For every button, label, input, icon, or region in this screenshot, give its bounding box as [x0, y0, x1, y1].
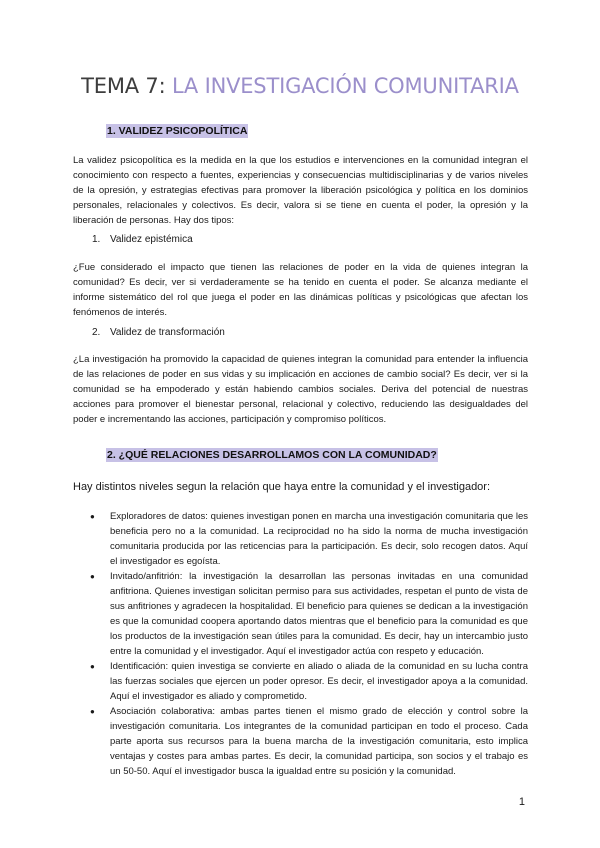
section1-paragraph: La validez psicopolítica es la medida en la que los estudios e intervenciones en la comunidad integran el conocimiento con respecto a fuentes, experiencias y consecuencias multidisciplinarias y de varios niveles de la opresión, y estrategias efectivas para promover la liberación psicológica y política en los dominios personales, relacionales y colectivos. Es decir, valora si se tiene en cuenta el poder, la opresión y la liberación de personas. Hay dos tipos: [73, 155, 528, 226]
bullet-icon: ● [90, 512, 95, 521]
epistemica-paragraph: ¿Fue considerado el impacto que tienen las relaciones de poder en la vida de quienes integran la comunidad? Es decir, ver si verdaderamente se ha tenido en cuenta el poder. Se alcanza mediante el informe sistemático del rol que juega el poder en las dinámicas políticas y psicológicas que afectan los fenómenos de interés. [73, 262, 528, 318]
section1-heading: 1. VALIDEZ PSICOPOLÍTICA [107, 125, 248, 137]
subsection-label: Validez epistémica [110, 234, 193, 245]
subsection-epistemica [92, 234, 193, 245]
subsection-number: 1. [92, 234, 101, 245]
subsection-label: Validez de transformación [110, 327, 225, 338]
bullet-icon: ● [90, 662, 95, 671]
bullet-icon: ● [90, 707, 95, 716]
bullet-icon: ● [90, 572, 95, 581]
list-item: ● Identificación: quien investiga se convierte en aliado o aliada de la comunidad en su lucha contra las fuerzas sociales que ejercen un poder opresor. Es decir, el investigador apoya a la comunidad. Aquí el investigador es aliado y comprometido. [90, 661, 528, 702]
page-number: 1 [518, 796, 525, 808]
section2-intro: Hay distintos niveles segun la relación que haya entre la comunidad y el investigador: [73, 481, 491, 493]
list-item: ● Invitado/anfitrión: la investigación la desarrollan las personas invitadas en una comunidad anfitriona. Quienes investigan solicitan permiso para sus actividades, respetan el punto de vista de sus anfitriones y agradecen la hospitalidad. El beneficio para quienes se dedican a la investigación es que la comunidad coopera aportando datos mientras que el beneficio para la comunidad es que los productos de la investigación sean útiles para la comunidad. Es decir, hay un intercambio justo entre la comunidad y el investigador. Aquí el investigador actúa con respeto y educación. [90, 571, 528, 657]
title-main: LA INVESTIGACIÓN COMUNITARIA [171, 74, 519, 98]
section2-heading: 2. ¿QUÉ RELACIONES DESARROLLAMOS CON LA COMUNIDAD? [107, 449, 437, 461]
subsection-transformacion [92, 327, 225, 338]
subsection-number: 2. [92, 327, 101, 338]
transformacion-paragraph: ¿La investigación ha promovido la capacidad de quienes integran la comunidad para entender la influencia de las relaciones de poder en sus vidas y su implicación en acciones de cambio social? Es decir, ver si la comunidad se ha empoderado y están habiendo cambios sociales. Deriva del potencial de nuestras acciones para promover el bienestar personal, relacional y colectivo, reduciendo las desigualdades del poder e incrementando las acciones, participación y compromiso políticos. [73, 354, 528, 425]
title-prefix: TEMA 7: [81, 74, 166, 98]
list-item: ● Asociación colaborativa: ambas partes tienen el mismo grado de elección y control sobre la investigación comunitaria. Los integrantes de la comunidad participan en todo el proceso. Cada parte aporta sus recursos para la buena marcha de la investigación comunitaria, esto implica ventajas y costes para ambas partes. Es decir, la comunidad participa, son socios y el trabajo es un 50-50. Aquí el investigador busca la igualdad entre su posición y la comunidad. [90, 706, 528, 777]
page-title [0, 74, 600, 98]
relations-list [90, 509, 528, 779]
list-item: ● Exploradores de datos: quienes investigan ponen en marcha una investigación comunitaria que les beneficia pero no a la comunidad. La reciprocidad no ha sido la norma de mucha investigación comunitaria producida por las reticencias para la participación. Es decir, solo recogen datos. Aquí el investigador es egoísta. [90, 511, 528, 567]
